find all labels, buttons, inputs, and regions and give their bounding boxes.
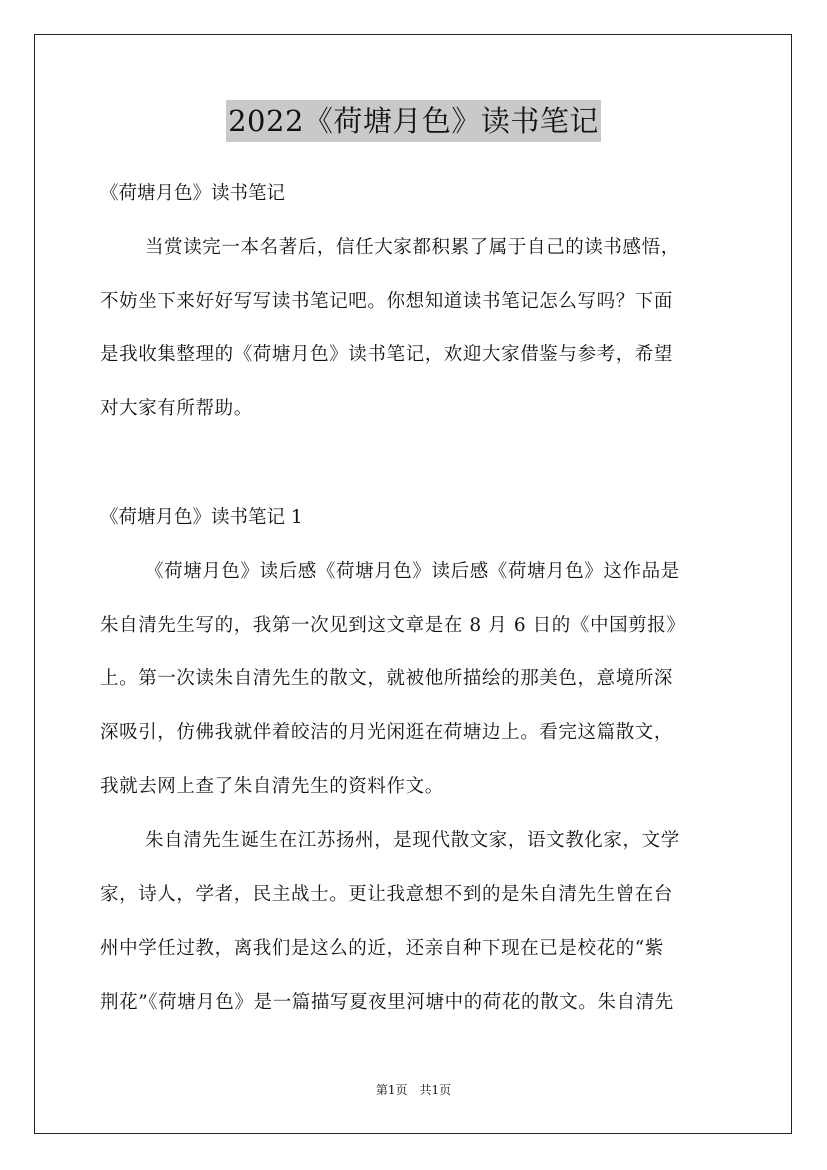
paragraph-line: 朱自清先生写的，我第一次见到这文章是在 8 月 6 日的《中国剪报》 (100, 615, 686, 636)
intro-line: 不妨坐下来好好写写读书笔记吧。你想知道读书笔记怎么写吗？下面 (100, 291, 674, 312)
paragraph-line: 朱自清先生诞生在江苏扬州，是现代散文家，语文教化家，文学 (145, 830, 680, 851)
paragraph-line: 《荷塘月色》读后感《荷塘月色》读后感《荷塘月色》这作品是 (145, 561, 680, 582)
title-container (0, 100, 827, 142)
intro-line: 当赏读完一本名著后，信任大家都积累了属于自己的读书感悟， (145, 237, 680, 258)
paragraph-line: 上。第一次读朱自清先生的散文，就被他所描绘的那美色，意境所深 (100, 668, 674, 689)
document-title: 2022《荷塘月色》读书笔记 (226, 100, 601, 142)
page-footer: 第1页 共1页 (375, 1083, 452, 1097)
paragraph-line: 州中学任过教，离我们是这么的近，还亲自种下现在已是校花的“紫 (100, 938, 664, 959)
paragraph-line: 荆花”《荷塘月色》是一篇描写夏夜里河塘中的荷花的散文。朱自清先 (100, 992, 674, 1013)
section-heading: 《荷塘月色》读书笔记 1 (100, 507, 303, 528)
paragraph-line: 深吸引，仿佛我就伴着皎洁的月光闲逛在荷塘边上。看完这篇散文， (100, 722, 674, 743)
intro-line: 是我收集整理的《荷塘月色》读书笔记，欢迎大家借鉴与参考，希望 (100, 344, 674, 365)
intro-heading: 《荷塘月色》读书笔记 (100, 183, 286, 204)
paragraph-line: 我就去网上查了朱自清先生的资料作文。 (100, 776, 444, 797)
intro-line: 对大家有所帮助。 (100, 398, 253, 419)
paragraph-line: 家，诗人，学者，民主战士。更让我意想不到的是朱自清先生曾在台 (100, 884, 674, 905)
